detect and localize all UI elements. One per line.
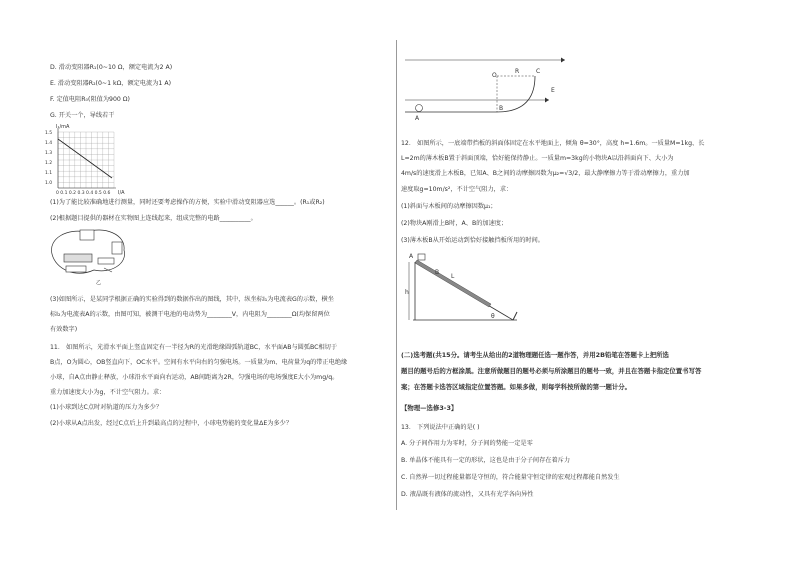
question-3-line-3: 有效数字) — [50, 326, 78, 333]
problem-12-question-1: (1)斜面与木板间的动摩擦因数μ₁； — [401, 203, 497, 210]
label-c: C — [536, 68, 541, 75]
label-l: L — [451, 273, 455, 280]
elective-instructions-line-2: 题目的题号后的方框涂黑。注意所做题目的题号必须与所涂题目的题号一致，并且在答题卡指定位置书写答 — [401, 367, 702, 375]
problem-12-line-1: 12． 如图所示，一底端带挡板的斜面体固定在水平地面上，倾角 θ=30°，高度 h=1.6m。一质量M=1kg、长 — [401, 140, 705, 147]
problem-11-line-2: B点，O为圆心，OB竖直向下，OC水平。空间有水平向右的匀强电场。一质量为m、电荷量为q的带正电绝缘 — [50, 359, 348, 366]
option-d: D. 滑动变阻器R₁(0~10 Ω，额定电流为2 A) — [50, 64, 173, 71]
track-figure — [405, 56, 565, 122]
circuit-label: 乙 — [96, 280, 102, 286]
graph-xticks: 0 0.1 0.2 0.3 0.4 0.5 0.6 — [56, 191, 111, 196]
graph-ytick-label: 1.3 — [45, 151, 53, 156]
problem-11-question-2: (2)小球从A点出发，经过C点后上升到最高点的过程中，小球电势能的变化量ΔE为多少？ — [50, 420, 293, 427]
label-a: A — [409, 253, 414, 260]
graph-ytick-label: 1.1 — [45, 171, 53, 176]
question-13-option-c: C. 自然界一切过程能量都是守恒的，符合能量守恒定律的宏观过程都能自然发生 — [401, 474, 620, 481]
board-b — [415, 260, 491, 307]
circuit-sketch — [46, 224, 136, 286]
label-r: R — [515, 68, 520, 75]
problem-12-line-3: 4m/s的速度滑上木板B，已知A、B之间的动摩擦因数为μ₂=√3/2，最大静摩擦力等于滑动摩擦力，重力加 — [401, 170, 690, 177]
question-13-option-d: D. 液晶既有液体的流动性，又具有光学各向异性 — [401, 491, 534, 498]
elective-heading: 【物理—选修3-3】 — [401, 404, 458, 412]
question-3-line-2: 标I₂为电流表A的示数，由图可知，被测干电池的电动势为________V，内电阻为________Ω(均保留两位 — [50, 311, 330, 318]
graph-xlabel: I/A — [118, 190, 125, 196]
label-theta: θ — [491, 313, 495, 320]
problem-12-line-2: L=2m的薄木板B置于斜面顶端，恰好能保持静止。一质量m=3kg的小物块A以沿斜面向下、大小为 — [401, 155, 674, 162]
ammeter-g-icon — [80, 230, 94, 240]
option-f: F. 定值电阻R₀(阻值为900 Ω) — [50, 96, 130, 103]
label-a: A — [415, 115, 420, 122]
graph-ytick-label: 1.2 — [45, 161, 53, 166]
right-column — [397, 0, 794, 562]
question-13-option-b: B. 单晶体不能具有一定的形状，这也是由于分子间存在着斥力 — [401, 457, 571, 464]
label-h: h — [405, 289, 409, 296]
block-a — [418, 254, 425, 260]
graph-yticks — [45, 130, 52, 186]
question-2: (2)根据题目提供的器材在实物图上连线起来，组成完整的电路__________。 — [50, 215, 257, 222]
problem-12-question-2: (2)物块A刚滑上B时，A、B的加速度； — [401, 220, 508, 227]
ammeter-a-icon — [112, 242, 122, 254]
question-3-line-1: (3)如图所示，是某同学根据正确的实验得到的数据作出的图线，其中，纵坐标I₁为电流表G的示数，横坐 — [50, 296, 334, 303]
graph-ytick-label: 1.5 — [45, 131, 53, 136]
elective-instructions-line-3: 案；在答题卡选答区域指定位置答题。如果多做，则每学科按所做的第一题计分。 — [401, 383, 632, 391]
rheostat-icon — [64, 254, 92, 262]
problem-11-line-4: 重力加速度大小为g，不计空气阻力。求： — [50, 389, 166, 396]
graph-ylabel: I₁/mA — [56, 124, 70, 130]
problem-11-line-1: 11． 如图所示，光滑水平面上竖直固定有一半径为R的光滑绝缘圆弧轨道BC，水平面AB与圆弧BC相切于 — [50, 344, 338, 351]
graph-ytick-label: 1.0 — [45, 181, 53, 186]
label-b: B — [499, 105, 504, 112]
problem-12-line-4: 速度取g=10m/s²，不计空气阻力，求： — [401, 186, 513, 193]
stopper-plate — [513, 312, 517, 320]
label-e: E — [551, 87, 555, 94]
graph-ytick-label: 1.4 — [45, 141, 53, 146]
elective-instructions-line-1: (二)选考题(共15分。请考生从给出的2道物理题任选一题作答，并用2B铅笔在答题卡上把所选 — [401, 351, 669, 359]
incline-figure — [405, 252, 525, 326]
battery-icon — [66, 266, 86, 272]
field-arrow-bottom — [545, 98, 549, 103]
option-g: G. 开关一个，导线若干 — [50, 112, 115, 119]
ball-icon — [416, 105, 423, 112]
question-13: 13． 下列说法中正确的是( ) — [401, 424, 480, 431]
option-e: E. 滑动变阻器R₂(0~1 kΩ，额定电流为1 A) — [50, 80, 171, 87]
label-b: B — [435, 269, 440, 276]
problem-11-question-1: (1)小球到达C点时对轨道的压力为多少？ — [50, 404, 163, 411]
problem-12-question-3: (3)薄木板B从开始运动到恰好接触挡板所用的时间。 — [401, 237, 544, 244]
graph-line — [58, 139, 112, 178]
resistor-icon — [98, 258, 114, 264]
problem-11-line-3: 小球，自A点由静止释放，小球沿水平面向右运动，AB间距离为2R，匀强电场的电场强度E大小为mg/q。 — [50, 374, 339, 381]
graph-grid — [58, 132, 114, 188]
i1-i2-graph — [44, 122, 144, 196]
field-arrow-top — [561, 58, 565, 63]
question-13-option-a: A. 分子间作用力为零时，分子间的势能一定是零 — [401, 440, 533, 447]
label-o: O — [492, 72, 497, 79]
switch-icon — [104, 268, 112, 272]
question-1: (1)为了能比较准确地进行测量，同时还要考虑操作的方便，实验中滑动变阻器应选______。(R₁或R₂) — [50, 199, 325, 206]
